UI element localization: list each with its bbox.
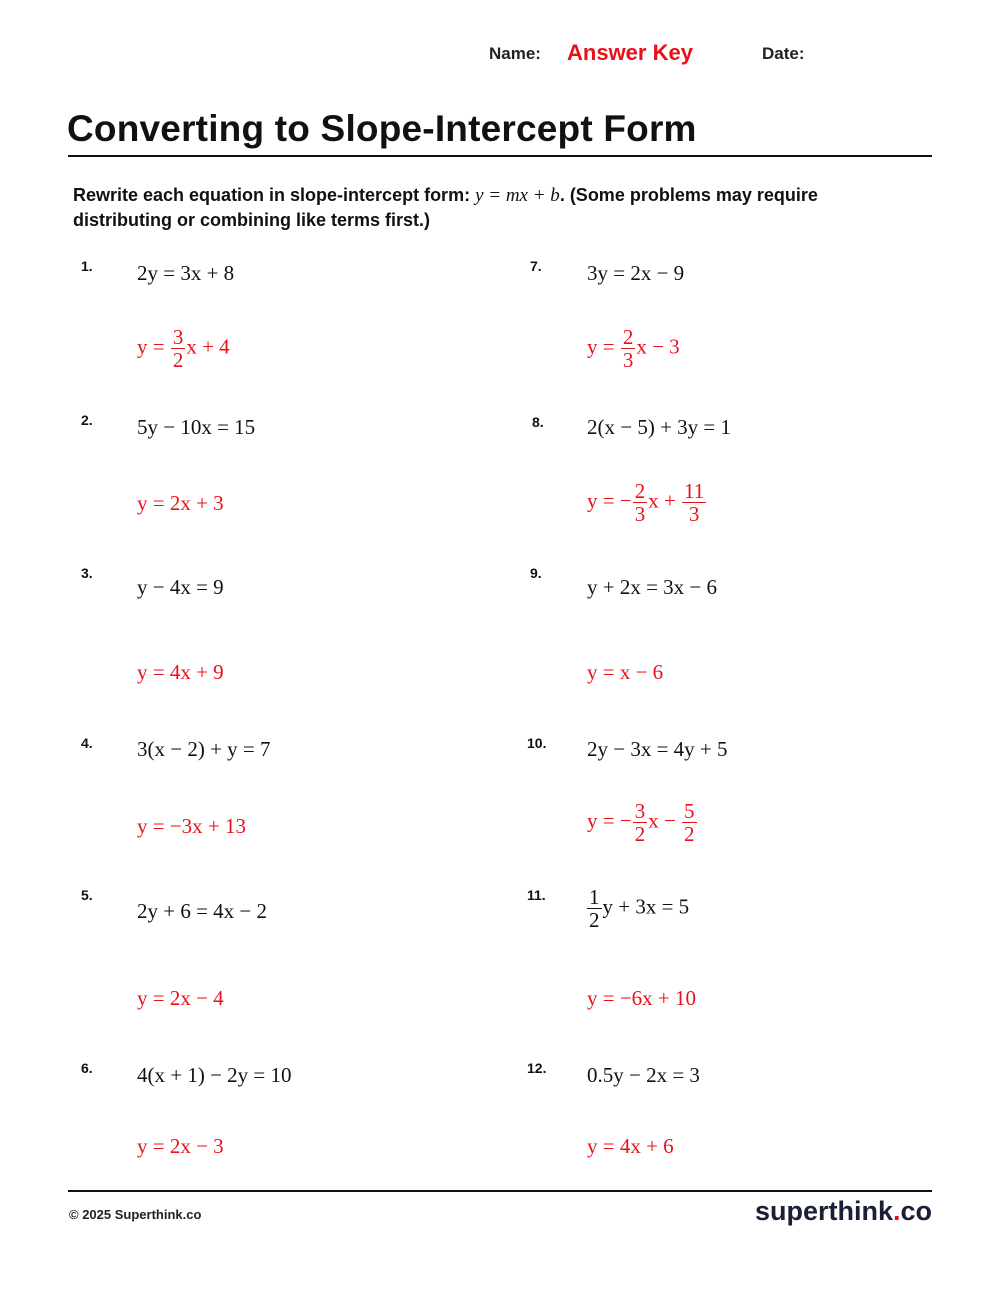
problem-number: 12. [527, 1060, 547, 1076]
problem-equation: y − 4x = 9 [137, 575, 224, 599]
answer-tail: x − 3 [636, 334, 680, 359]
problem-answer: y = 4x + 9 [137, 660, 224, 684]
problem-number: 5. [81, 887, 93, 903]
footer-divider [68, 1190, 932, 1192]
problem-number: 11. [527, 887, 546, 903]
fraction-denominator: 2 [172, 348, 184, 372]
answer-fraction [633, 480, 648, 525]
answer-fraction [621, 326, 636, 371]
fraction-denominator: 3 [622, 348, 634, 372]
problem-answer [587, 480, 707, 525]
fraction-numerator: 5 [684, 799, 695, 823]
instructions-suffix: . (Some problems may require distributing or combining like terms first.) [73, 185, 818, 230]
problem-answer [587, 326, 680, 371]
fraction-denominator: 3 [634, 502, 646, 526]
answer-fraction [682, 800, 697, 845]
brand-logo [755, 1196, 932, 1227]
problem-equation: 2y − 3x = 4y + 5 [587, 737, 728, 761]
problem-answer: y = 2x + 3 [137, 491, 224, 515]
problem-number: 8. [532, 414, 544, 430]
fraction-numerator: 3 [172, 325, 184, 349]
brand-main: superthink [754, 1196, 893, 1226]
problem-answer: y = −3x + 13 [137, 814, 247, 838]
answer-mid: x + [648, 488, 682, 513]
problem-number: 6. [81, 1060, 93, 1076]
answer-lead: y = − [587, 488, 632, 513]
problem-answer [137, 326, 230, 371]
instructions-prefix: Rewrite each equation in slope-intercept form: [73, 185, 476, 205]
problem-number: 1. [81, 258, 93, 274]
fraction-numerator: 2 [634, 479, 646, 503]
problem-equation: y + 2x = 3x − 6 [587, 575, 718, 599]
problem-equation: 2y + 6 = 4x − 2 [137, 899, 268, 923]
fraction-denominator: 3 [688, 502, 700, 526]
page-title: Converting to Slope-Intercept Form [67, 108, 697, 149]
fraction-numerator: 3 [634, 799, 646, 823]
problem-answer: y = x − 6 [587, 660, 664, 684]
problem-equation: 5y − 10x = 15 [137, 415, 256, 439]
problem-equation: 0.5y − 2x = 3 [587, 1063, 700, 1087]
answer-fraction [633, 800, 648, 845]
answer-tail: x + 4 [186, 334, 230, 359]
name-value: Answer Key [567, 40, 693, 65]
instructions [73, 183, 903, 232]
problem-number: 7. [530, 258, 542, 274]
equation-fraction [587, 886, 602, 931]
fraction-numerator: 11 [684, 479, 705, 503]
fraction-denominator: 2 [684, 822, 695, 846]
brand-suffix: co [900, 1196, 932, 1226]
problem-answer: y = 4x + 6 [587, 1134, 674, 1158]
problem-number: 3. [81, 565, 93, 581]
problem-number: 2. [81, 412, 93, 428]
problem-number: 10. [527, 735, 547, 751]
answer-lead: y = [137, 334, 170, 359]
fraction-denominator: 2 [634, 822, 646, 846]
problem-equation: 3y = 2x − 9 [587, 261, 685, 285]
brand-dot: . [892, 1196, 901, 1226]
problem-answer: y = −6x + 10 [587, 986, 697, 1010]
answer-lead: y = − [587, 808, 632, 833]
fraction-numerator: 1 [589, 885, 600, 909]
problem-equation [586, 886, 689, 931]
copyright: © 2025 Superthink.co [69, 1207, 202, 1222]
date-label: Date: [762, 44, 805, 63]
answer-fraction [682, 480, 706, 525]
name-label: Name: [489, 44, 541, 63]
problem-answer: y = 2x − 4 [137, 986, 224, 1010]
problem-equation: 3(x − 2) + y = 7 [137, 737, 271, 761]
instructions-formula: y = mx + b [475, 185, 560, 206]
problem-equation: 4(x + 1) − 2y = 10 [137, 1063, 292, 1087]
problem-answer [587, 800, 698, 845]
problem-answer: y = 2x − 3 [137, 1134, 224, 1158]
equation-tail: y + 3x = 5 [602, 894, 690, 919]
fraction-denominator: 2 [589, 908, 600, 932]
problem-equation: 2(x − 5) + 3y = 1 [587, 415, 732, 439]
answer-lead: y = [587, 334, 620, 359]
problem-equation: 2y = 3x + 8 [137, 261, 235, 285]
title-divider [68, 155, 932, 157]
problem-number: 9. [530, 565, 542, 581]
fraction-numerator: 2 [622, 325, 634, 349]
answer-mid: x − [648, 808, 682, 833]
problem-number: 4. [81, 735, 93, 751]
answer-fraction [171, 326, 186, 371]
